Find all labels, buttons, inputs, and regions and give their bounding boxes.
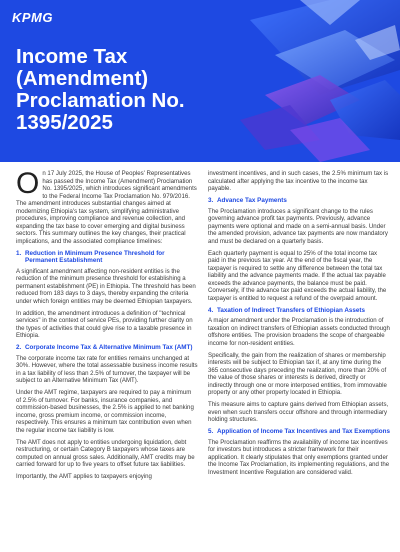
- paragraph: investment incentives, and in such cases, the 2.5% minimum tax is calculated after applying the tax incentive to the income tax payable.: [208, 170, 389, 192]
- section-number: 5.: [208, 428, 214, 435]
- paragraph: The Proclamation introduces a significant change to the rules governing advance profit tax payments. Previously, advance payments were optional and made on a semi-annual basis. Under the amended provision, advance tax payments are now mandatory and must be declared on a quarterly basis.: [208, 207, 388, 245]
- intro-text: n 17 July 2025, the House of Peoples' Representatives has passed the Income Tax (Amendment) Proclamation No. 1395/2025, which introduces significant amendments to the Federal Income Tax Proclamation No. 979/2016. The amendment introduces substantial changes aimed at modernizing Ethiopia's tax system, simplifying administrative procedures, improving compliance and revenue collection, and expanding the tax base to cover emerging and digital business sectors. This summary outlines the key changes, their practical implications, and the associated compliance timelines:: [16, 170, 197, 245]
- section-title: Taxation of Indirect Transfers of Ethiopian Assets: [217, 306, 366, 314]
- drop-cap: O: [16, 167, 40, 200]
- section-heading-4: [208, 307, 390, 315]
- paragraph: A significant amendment affecting non-resident entities is the reduction of the minimum presence threshold for establishing a permanent establishment (PE) in Ethiopia. The threshold has been reduced from 183 days to 3 days, thereby expanding the criteria under which foreign entities may be deemed Ethiopian taxpayers.: [16, 267, 196, 305]
- page-title: [16, 46, 246, 134]
- section-heading-2: [16, 344, 198, 352]
- section-title: Advance Tax Payments: [217, 197, 287, 204]
- title-line-3: 1395/2025: [16, 111, 113, 134]
- left-column: [16, 167, 198, 485]
- paragraph: A major amendment under the Proclamation is the introduction of taxation on indirect transfers of Ethiopian assets conducted through offshore entities. The provision broadens the scope of chargeable income for non-resident entities.: [208, 317, 390, 347]
- title-line-2: Proclamation No.: [16, 89, 185, 112]
- section-heading-3: [208, 197, 390, 205]
- paragraph: This measure aims to capture gains derived from Ethiopian assets, even when such transfers occur offshore and through intermediary holding structures.: [208, 401, 389, 423]
- paragraph: The AMT does not apply to entities undergoing liquidation, debt restructuring, or certain Category B taxpayers whose taxes are computed on annual gross sales. Additionally, AMT credits may be carried forward for up to five years to offset future tax liabilities.: [16, 438, 195, 468]
- kpmg-logo: KPMG: [12, 10, 53, 25]
- paragraph: Each quarterly payment is equal to 25% of the total income tax paid in the previous tax year. At the end of the fiscal year, the taxpayer is required to settle any difference between the total tax liability and the advance payments made. If the actual tax payable exceeds the advance payments, the balance must be paid. Conversely, if the advance tax paid exceeds the actual liability, the taxpayer is entitled to request a refund of the overpaid amount.: [208, 249, 387, 302]
- section-heading-5: [208, 428, 390, 436]
- section-heading-1: [16, 250, 198, 265]
- title-line-1: Income Tax (Amendment): [16, 45, 149, 90]
- header-banner: [0, 0, 400, 162]
- paragraph: The corporate income tax rate for entities remains unchanged at 30%. However, where the total assessable business income results in a tax liability of less than 2.5% of turnover, the taxpayer will be subject to an Alternative Minimum Tax (AMT).: [16, 354, 198, 384]
- paragraph: Importantly, the AMT applies to taxpayers enjoying: [16, 473, 152, 480]
- paragraph: Specifically, the gain from the realization of shares or membership interests will be subject to Ethiopian tax if, at any time during the 365 consecutive days preceding the realization, more than 20% of the value of those shares or interests is derived, directly or indirectly through one or more interposed entities, from immovable property or any other property located in Ethiopia.: [208, 351, 387, 396]
- section-number: 2.: [16, 344, 22, 351]
- intro-paragraph: [16, 167, 198, 245]
- paragraph: The Proclamation reaffirms the availability of income tax incentives for investors but introduces a stricter framework for their application. It clearly stipulates that only exemptions granted under the Income Tax Proclamation, its implementing regulations, and the Investment Incentive Regulation are considered valid.: [208, 438, 390, 476]
- paragraph: Under the AMT regime, taxpayers are required to pay a minimum of 2.5% of turnover. For banks, insurance companies, and commission-based businesses, the 2.5% is applied to net banking income, gross premium income, or commission income, respectively. This ensures a minimum tax contribution even when the regular income tax liability is low.: [16, 389, 194, 434]
- section-title: Reduction in Minimum Presence Threshold for Permanent Establishment: [25, 249, 165, 264]
- section-number: 4.: [208, 306, 214, 314]
- paragraph: In addition, the amendment introduces a definition of "technical services" in the context of service PEs, providing further clarity on the types of activities that could give rise to a taxable presence in Ethiopia.: [16, 309, 193, 339]
- right-column: [208, 170, 390, 481]
- section-number: 1.: [16, 249, 22, 257]
- section-title: Application of Income Tax Incentives and Tax Exemptions: [217, 428, 390, 435]
- section-number: 3.: [208, 197, 214, 204]
- section-title: Corporate Income Tax & Alternative Minimum Tax (AMT): [25, 344, 193, 351]
